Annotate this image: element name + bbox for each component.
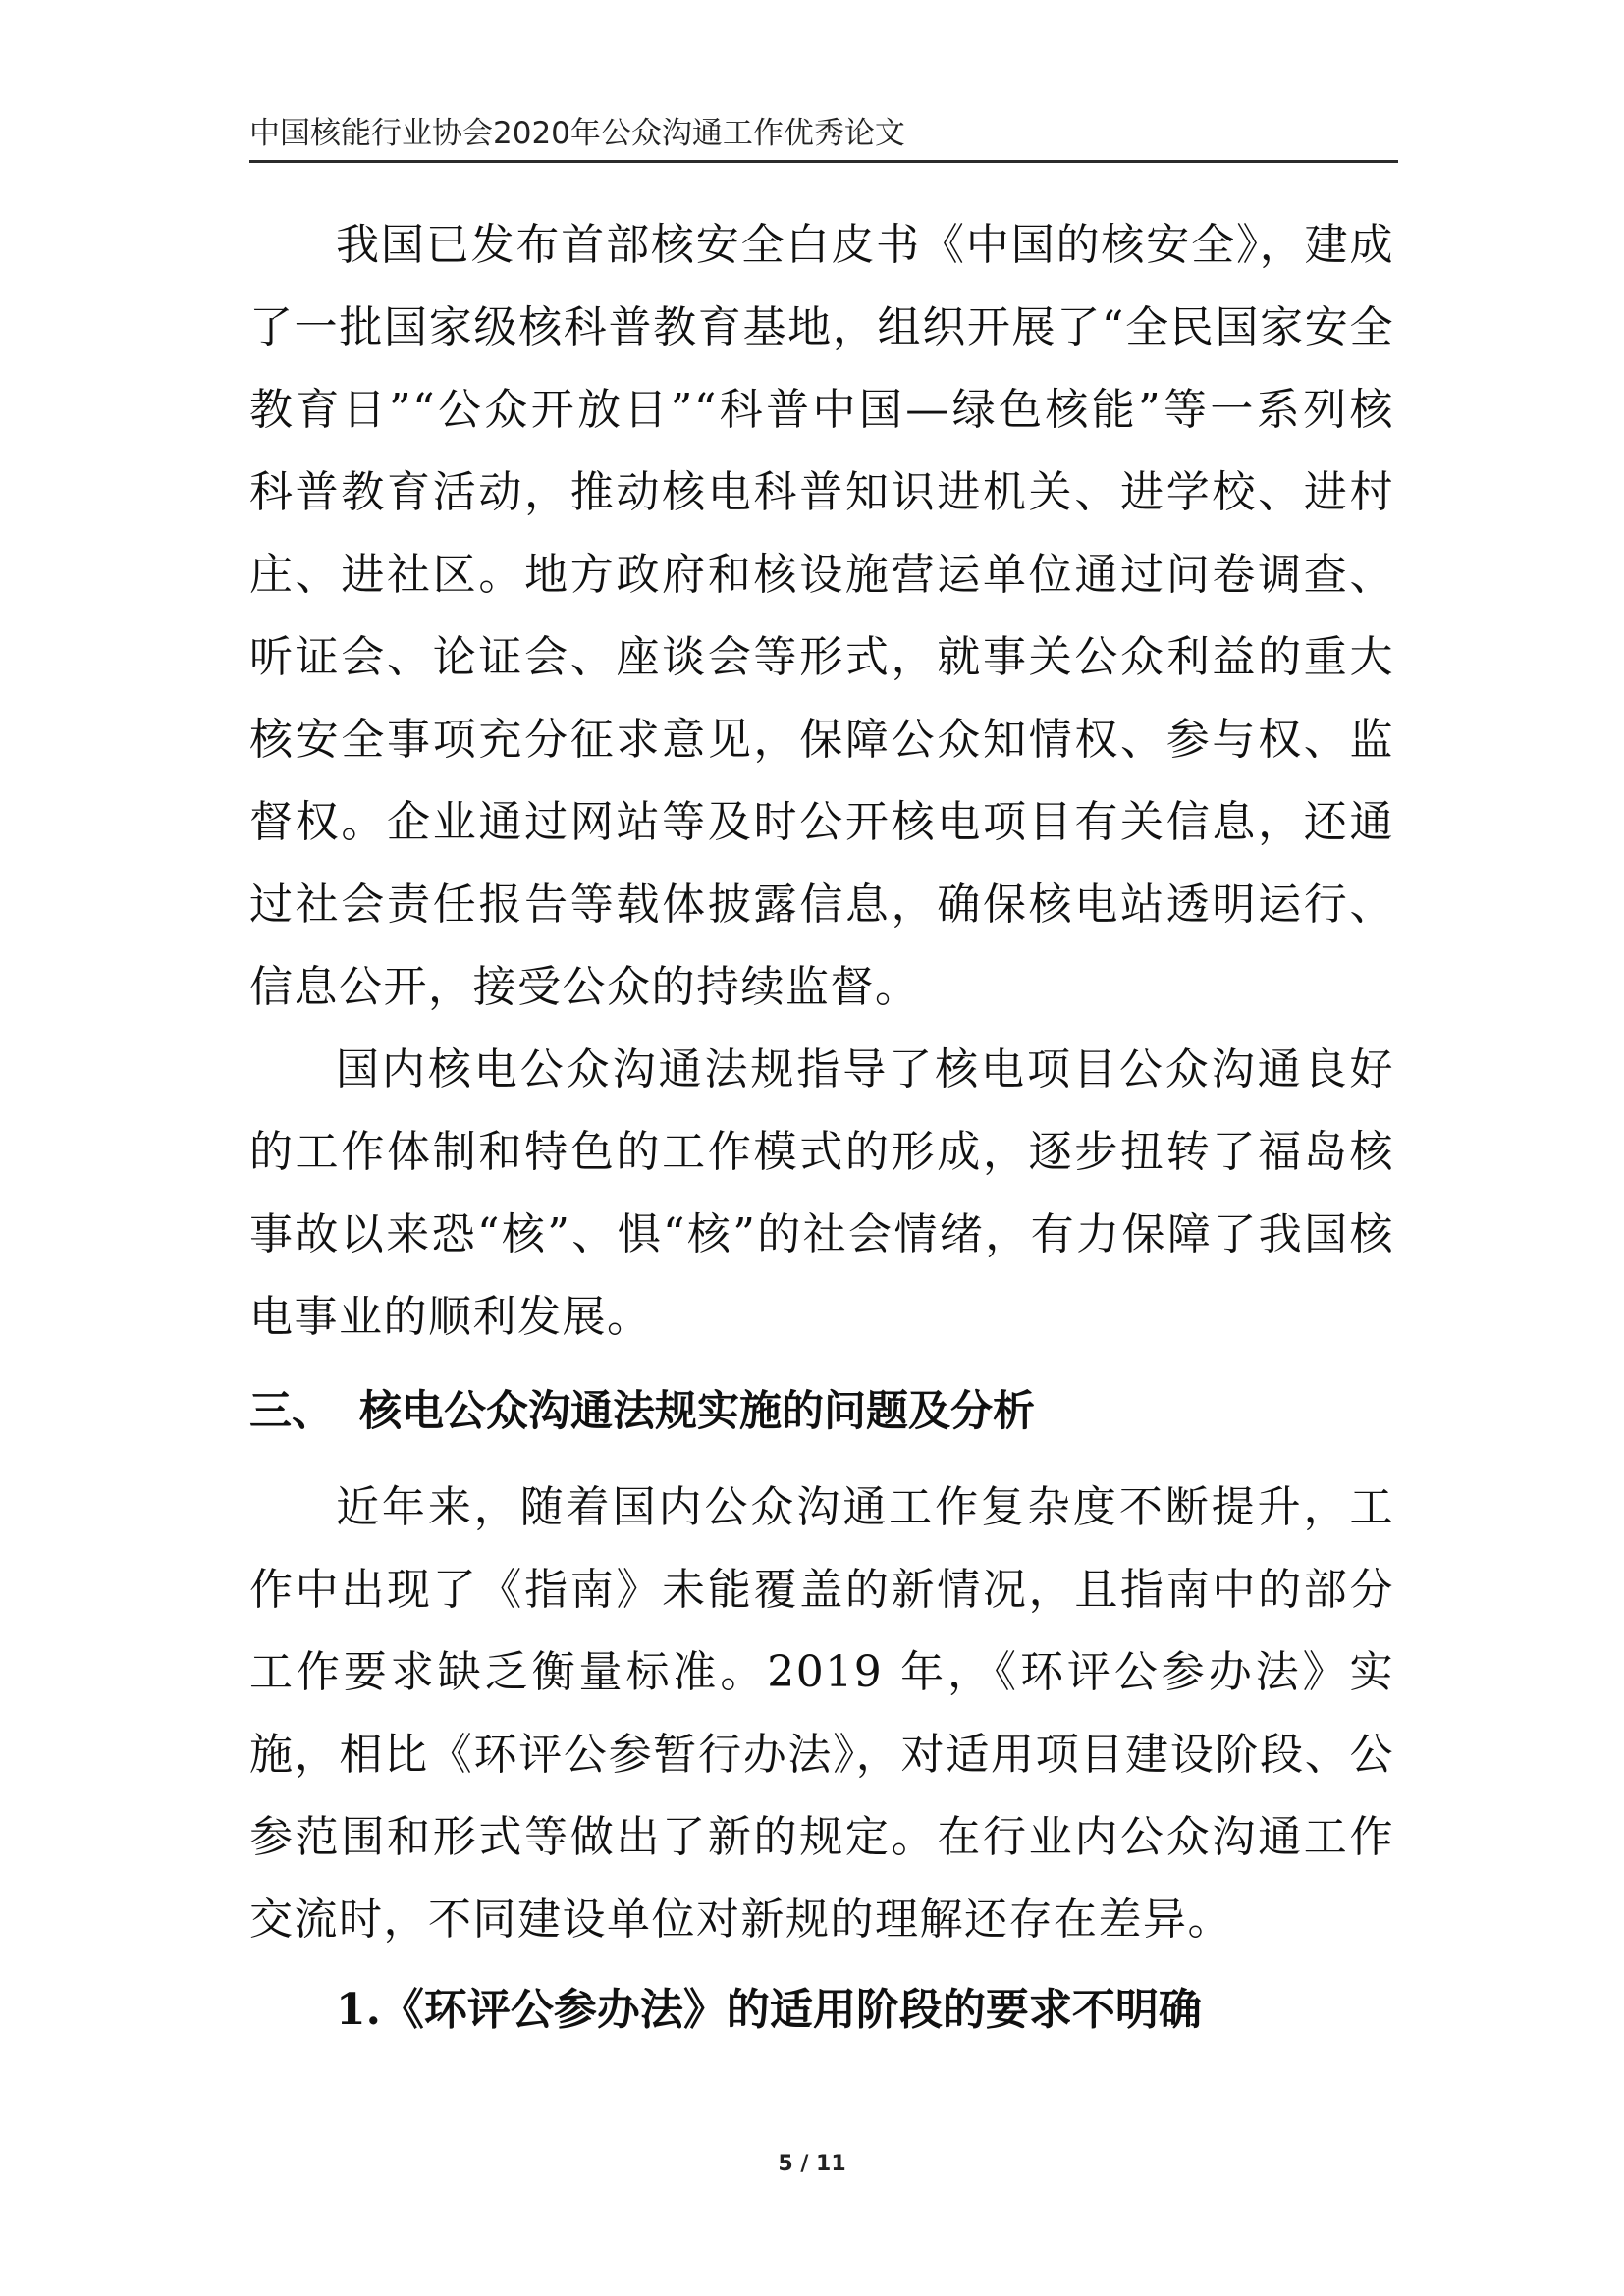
header-divider (249, 160, 1398, 163)
section-number: 三、 (249, 1387, 334, 1436)
subsection-heading: 1.《环评公参办法》的适用阶段的要求不明确 (336, 1985, 1202, 2035)
body-paragraph: 我国已发布首部核安全白皮书《中国的核安全》，建成了一批国家级核科普教育基地，组织开展了“全民国家安全教育日”“公众开放日”“科普中国—绿色核能”等一系列核科普教育活动，推动核电科普知识进机关、进学校、进村庄、进社区。地方政府和核设施营运单位通过问卷调查、听证会、论证会、座谈会等形式，就事关公众利益的重大核安全事项充分征求意见，保障公众知情权、参与权、监督权。企业通过网站等及时公开核电项目有关信息，还通过社会责任报告等载体披露信息，确保核电站透明运行、信息公开，接受公众的持续监督。 (249, 220, 1394, 1012)
section-title: 核电公众沟通法规实施的问题及分析 (359, 1387, 1035, 1436)
page-body (249, 204, 1394, 2052)
body-paragraph: 近年来，随着国内公众沟通工作复杂度不断提升，工作中出现了《指南》未能覆盖的新情况，且指南中的部分工作要求缺乏衡量标准。2019 年，《环评公参办法》实施，相比《环评公参暂行办法》，对适用项目建设阶段、公参范围和形式等做出了新的规定。在行业内公众沟通工作交流时，不同建设单位对新规的理解还存在差异。 (249, 1482, 1394, 1945)
body-paragraph: 国内核电公众沟通法规指导了核电项目公众沟通良好的工作体制和特色的工作模式的形成，逐步扭转了福岛核事故以来恐“核”、惧“核”的社会情绪，有力保障了我国核电事业的顺利发展。 (249, 1044, 1394, 1342)
page-number: 5 / 11 (778, 2152, 846, 2176)
running-header: 中国核能行业协会2020年公众沟通工作优秀论文 (249, 116, 905, 151)
section-heading (249, 1364, 1394, 1459)
